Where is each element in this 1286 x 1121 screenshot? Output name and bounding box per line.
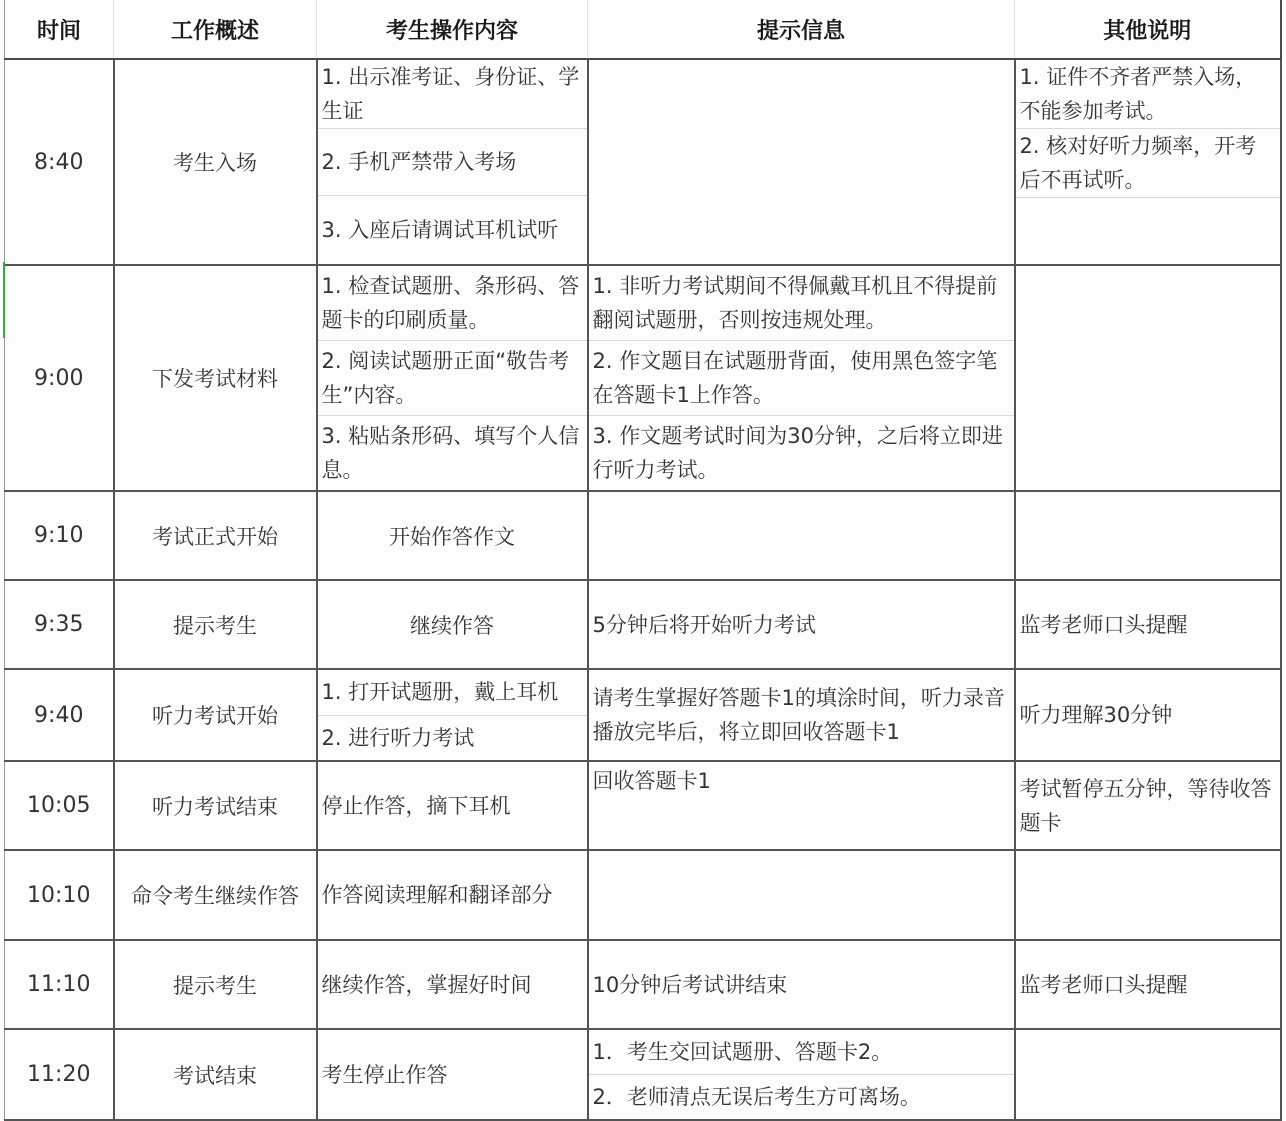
table-row bbox=[5, 850, 1281, 940]
summary-cell: 下发考试材料 bbox=[114, 265, 317, 491]
notes-cell bbox=[1015, 59, 1281, 265]
hints-cell bbox=[588, 761, 1015, 850]
hint-item: 2. 作文题目在试题册背面，使用黑色签字笔在答题卡1上作答。 bbox=[589, 341, 1014, 416]
notes-cell bbox=[1015, 669, 1281, 761]
notes-cell bbox=[1015, 580, 1281, 669]
notes-cell bbox=[1015, 265, 1281, 491]
notes-cell bbox=[1015, 761, 1281, 850]
header-actions: 考生操作内容 bbox=[317, 0, 588, 59]
summary-cell: 考试结束 bbox=[114, 1029, 317, 1120]
hint-text: 10分钟后考试讲结束 bbox=[592, 972, 788, 997]
header-notes: 其他说明 bbox=[1015, 0, 1281, 59]
note-text: 考试暂停五分钟，等待收答题卡 bbox=[1019, 776, 1272, 835]
note-text: 监考老师口头提醒 bbox=[1019, 612, 1188, 637]
action-item: 1. 打开试题册，戴上耳机 bbox=[318, 670, 587, 716]
hints-cell bbox=[588, 580, 1015, 669]
hints-cell bbox=[588, 1029, 1015, 1120]
hints-cell bbox=[588, 59, 1015, 265]
time-cell: 11:10 bbox=[5, 940, 114, 1029]
header-hints: 提示信息 bbox=[588, 0, 1015, 59]
time-cell: 9:00 bbox=[5, 265, 114, 491]
header-row bbox=[5, 0, 1281, 59]
selection-marker bbox=[3, 262, 5, 338]
actions-cell bbox=[317, 1029, 588, 1120]
actions-cell bbox=[317, 940, 588, 1029]
table-row bbox=[5, 265, 1281, 491]
hints-cell bbox=[588, 265, 1015, 491]
action-item: 3. 粘贴条形码、填写个人信息。 bbox=[321, 424, 580, 482]
note-text: 听力理解30分钟 bbox=[1019, 703, 1173, 727]
note-item: 2. 核对好听力频率，开考后不再试听。 bbox=[1016, 129, 1280, 198]
summary-cell: 提示考生 bbox=[114, 940, 317, 1029]
summary-cell: 提示考生 bbox=[114, 580, 317, 669]
time-cell: 11:20 bbox=[5, 1029, 114, 1120]
summary-cell: 考试正式开始 bbox=[114, 491, 317, 580]
hints-cell bbox=[588, 491, 1015, 580]
actions-cell bbox=[317, 850, 588, 940]
summary-cell: 命令考生继续作答 bbox=[114, 850, 317, 940]
time-cell: 9:40 bbox=[5, 669, 114, 761]
exam-schedule-table bbox=[4, 0, 1282, 1121]
actions-cell bbox=[317, 59, 588, 265]
action-item: 2. 阅读试题册正面“敬告考生”内容。 bbox=[318, 341, 587, 416]
summary-cell: 听力考试开始 bbox=[114, 669, 317, 761]
hint-text: 5分钟后将开始听力考试 bbox=[592, 612, 816, 637]
actions-cell: 继续作答 bbox=[317, 580, 588, 669]
time-cell: 10:05 bbox=[5, 761, 114, 850]
time-cell: 9:35 bbox=[5, 580, 114, 669]
table-row bbox=[5, 59, 1281, 265]
action-text: 继续作答，掌握好时间 bbox=[321, 972, 532, 997]
summary-cell: 听力考试结束 bbox=[114, 761, 317, 850]
actions-cell: 开始作答作文 bbox=[317, 491, 588, 580]
hint-item: 1. 非听力考试期间不得佩戴耳机且不得提前翻阅试题册，否则按违规处理。 bbox=[589, 266, 1014, 341]
time-cell: 8:40 bbox=[5, 59, 114, 265]
actions-cell bbox=[317, 669, 588, 761]
action-item: 1. 检查试题册、条形码、答题卡的印刷质量。 bbox=[318, 266, 587, 341]
notes-cell bbox=[1015, 1029, 1281, 1120]
action-text: 停止作答，摘下耳机 bbox=[321, 793, 511, 818]
action-text: 考生停止作答 bbox=[321, 1062, 448, 1087]
actions-cell bbox=[317, 265, 588, 491]
exam-schedule-sheet bbox=[4, 0, 1280, 1112]
action-item: 1. 出示准考证、身份证、学生证 bbox=[318, 60, 587, 129]
summary-cell: 考生入场 bbox=[114, 59, 317, 265]
note-item: 1. 证件不齐者严禁入场，不能参加考试。 bbox=[1016, 60, 1280, 129]
hint-text: 请考生掌握好答题卡1的填涂时间，听力录音播放完毕后，将立即回收答题卡1 bbox=[592, 686, 1005, 744]
table-row bbox=[5, 491, 1281, 580]
hint-item: 1．考生交回试题册、答题卡2。 bbox=[589, 1030, 1014, 1075]
header-time: 时间 bbox=[5, 0, 114, 59]
table-row bbox=[5, 580, 1281, 669]
action-text: 作答阅读理解和翻译部分 bbox=[321, 883, 553, 907]
hint-item: 2．老师清点无误后考生方可离场。 bbox=[592, 1085, 921, 1109]
notes-cell bbox=[1015, 491, 1281, 580]
time-cell: 10:10 bbox=[5, 850, 114, 940]
hint-item: 3. 作文题考试时间为30分钟，之后将立即进行听力考试。 bbox=[592, 424, 1003, 482]
note-text: 监考老师口头提醒 bbox=[1019, 972, 1188, 997]
note-item-empty bbox=[1016, 198, 1280, 264]
hints-cell bbox=[588, 669, 1015, 761]
action-item: 2. 进行听力考试 bbox=[321, 725, 475, 750]
table-row bbox=[5, 761, 1281, 850]
notes-cell bbox=[1015, 850, 1281, 940]
action-item: 2. 手机严禁带入考场 bbox=[318, 129, 587, 196]
hints-cell bbox=[588, 940, 1015, 1029]
action-item: 3. 入座后请调试耳机试听 bbox=[321, 218, 559, 242]
table-row bbox=[5, 940, 1281, 1029]
actions-cell bbox=[317, 761, 588, 850]
notes-cell bbox=[1015, 940, 1281, 1029]
table-row bbox=[5, 1029, 1281, 1120]
table-row bbox=[5, 669, 1281, 761]
hint-text: 回收答题卡1 bbox=[592, 769, 711, 793]
header-summary: 工作概述 bbox=[114, 0, 317, 59]
time-cell: 9:10 bbox=[5, 491, 114, 580]
hints-cell bbox=[588, 850, 1015, 940]
